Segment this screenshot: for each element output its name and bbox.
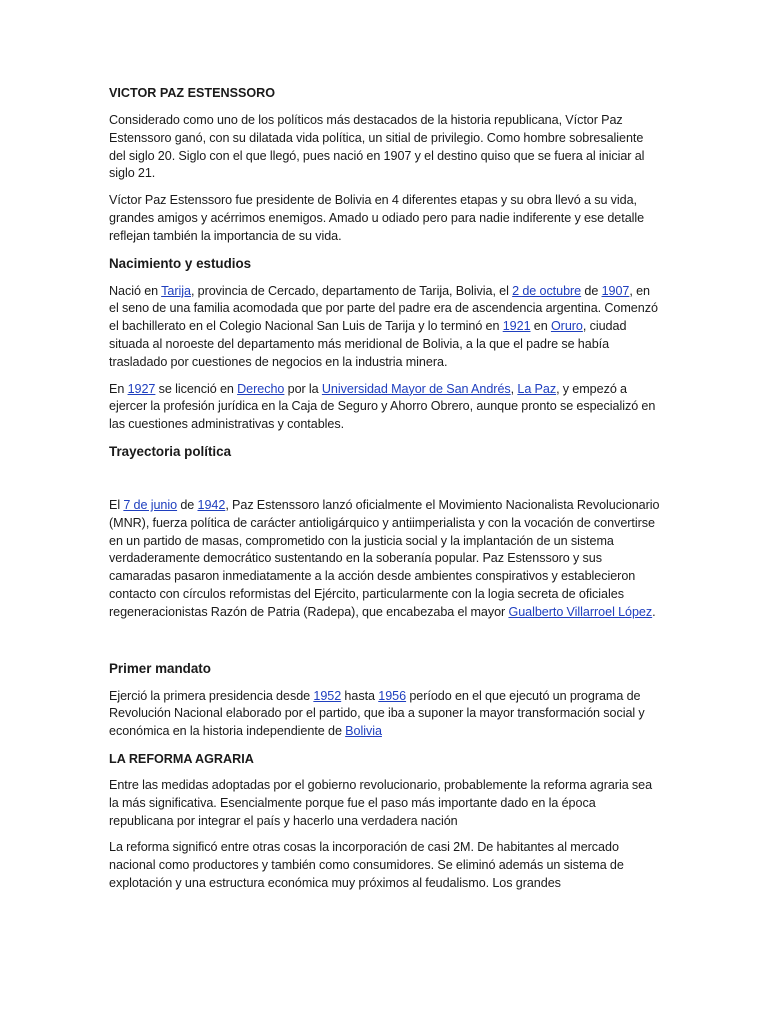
link-la-paz[interactable]: La Paz [517,381,557,396]
link-1952[interactable]: 1952 [313,688,342,703]
link-1921[interactable]: 1921 [502,319,531,334]
nacimiento-paragraph-2 [109,381,661,434]
section-heading-primer-mandato: Primer mandato [109,660,211,676]
nacimiento-paragraph-1 [109,283,661,372]
link-1956[interactable]: 1956 [378,688,407,703]
text-run: , en el seno de una familia acomodada que por parte del padre era de ascendencia argentina. Comenzó el bachillerato en el Colegio Nacional San Luis de Tarija y lo terminó en [109,283,658,334]
text-run: , y empezó a ejercer la profesión jurídica en la Caja de Seguro y Ahorro Obrero, aunque pronto se especializó en las cuestiones administrativas y contables. [109,381,656,432]
link-7-de-junio[interactable]: 7 de junio [123,497,178,512]
trayectoria-paragraph-1 [109,497,661,622]
text-run: . [652,604,656,619]
reforma-paragraph-1: Entre las medidas adoptadas por el gobierno revolucionario, probablemente la reforma agraria sea la más significativa. Esencialmente porque fue el paso más importante dado en la época republicana por integrar el país y hacerlo una verdadera nación [109,777,653,828]
primer-mandato-paragraph-1 [109,688,661,741]
link-bolivia[interactable]: Bolivia [345,724,382,739]
text-run: , Paz Estenssoro lanzó oficialmente el Movimiento Nacionalista Revolucionario (MNR), fuerza política de carácter antioligárquico y antiimperialista y con la vocación de convertirse en un partido de masas, comprometido con la justicia social y la implantación de un sistema verdaderamente democrático sustentando en la soberanía popular. Paz Estenssoro y sus camaradas pasaron inmediatamente a la acción desde ambientes conspirativos y establecieron contacto con círculos reformistas del Ejército, particularmente con la logia secreta de oficiales regeneracionistas Razón de Patria (Radepa), que encabezaba el mayor [109,497,660,619]
document-title: VICTOR PAZ ESTENSSORO [109,86,276,100]
text-run: Ejerció la primera presidencia desde [109,688,314,703]
reforma-paragraph-2: La reforma significó entre otras cosas la incorporación de casi 2M. De habitantes al mercado nacional como productores y también como consumidores. Se eliminó además un sistema de explotación y una estructura económica muy próximos al feudalismo. Los grandes [109,840,624,890]
link-derecho[interactable]: Derecho [237,381,285,396]
link-1927[interactable]: 1927 [127,381,156,396]
text-run: El [109,497,124,512]
text-run: , provincia de Cercado, departamento de Tarija, Bolivia, el [190,283,513,298]
text-run: hasta [341,688,379,703]
link-universidad-mayor-de-san-andres[interactable]: Universidad Mayor de San Andrés [321,381,511,396]
link-2-de-octubre[interactable]: 2 de octubre [512,283,582,298]
section-heading-trayectoria: Trayectoria política [109,443,232,459]
text-run: por la [284,381,322,396]
link-tarija[interactable]: Tarija [161,283,191,298]
link-oruro[interactable]: Oruro [550,319,583,334]
section-heading-reforma-agraria: LA REFORMA AGRARIA [109,751,254,766]
text-run: Nació en [109,283,162,298]
text-run: En [109,381,128,396]
intro-paragraph-2: Víctor Paz Estenssoro fue presidente de Bolivia en 4 diferentes etapas y su obra llevó a su vida, grandes amigos y acérrimos enemigos. Amado u odiado pero para nadie indiferente y ese detalle reflejan también la importancia de su vida. [109,193,645,243]
text-run: , ciudad situada al noroeste del departamento más meridional de Bolivia, a la que el padre se había trasladado por cuestiones de negocios en la industria minera. [109,319,627,369]
intro-paragraph-1: Considerado como uno de los políticos más destacados de la historia republicana, Víctor Paz Estenssoro ganó, con su dilatada vida política, un sitial de privilegio. Como hombre sobresaliente del siglo 20. Siglo con el que llegó, pues nació en 1907 y el destino quiso que se fuera al iniciar al siglo 21. [109,113,645,181]
text-run: de [177,497,198,512]
link-1942[interactable]: 1942 [197,497,226,512]
link-1907[interactable]: 1907 [601,283,630,298]
text-run: en [530,319,551,334]
text-run: se licenció en [155,381,238,396]
document-page [109,84,661,902]
text-run: , [510,381,518,396]
text-run: de [581,283,602,298]
link-gualberto-villarroel-lopez[interactable]: Gualberto Villarroel López [508,604,653,619]
text-run: período en el que ejecutó un programa de Revolución Nacional elaborado por el partido, que iba a suponer la mayor transformación social y económica en la historia independiente de [109,688,645,739]
section-heading-nacimiento: Nacimiento y estudios [109,255,252,271]
